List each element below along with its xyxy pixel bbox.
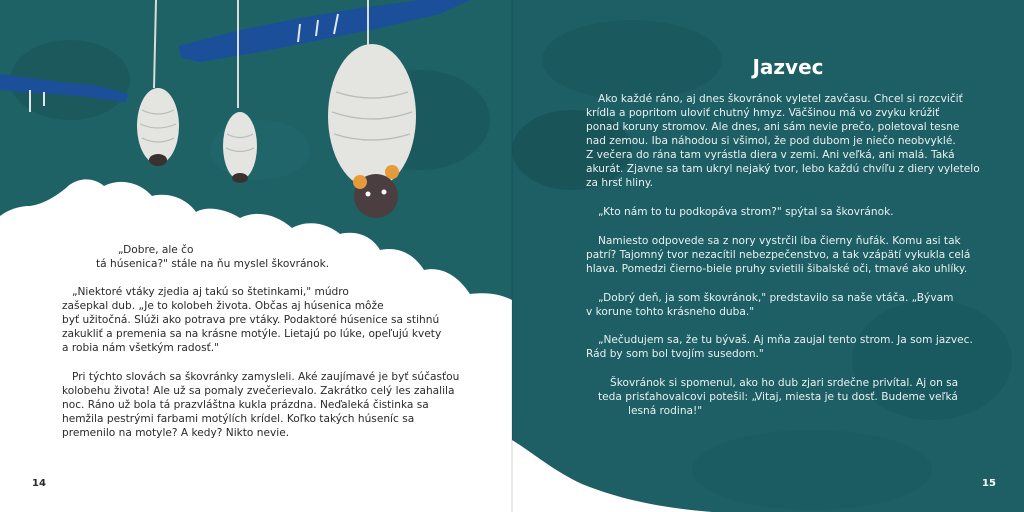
- right-paragraph-4-line-1: „Dobrý deň, ja som škovránok," predstavilo sa naše vtáča. „Bývam: [598, 292, 954, 304]
- left-paragraph-3-line-2: kolobehu života! Ale už sa pomaly zvečerievalo. Zakrátko celý les zahalila: [62, 385, 455, 397]
- right-paragraph-3-line-2: patrí? Tajomný tvor nezacítil nebezpečenstvo, a tak vzápätí vykukla celá: [586, 249, 971, 261]
- left-paragraph-2-line-4: zakukliť a premenia sa na krásne motýle. Lietajú po lúke, opeľujú kvety: [62, 328, 442, 340]
- left-paragraph-1-line-2: tá húsenica?" stále na ňu myslel škovránok.: [96, 258, 330, 270]
- left-paragraph-3-line-3: noc. Ráno už bola tá prazvláštna kukla prázdna. Neďaleká čistinka sa: [62, 399, 429, 411]
- large-cocoon: [328, 44, 416, 188]
- right-paragraph-1-line-3: ponad koruny stromov. Ale dnes, ani sám nevie prečo, poletoval tesne: [586, 121, 960, 133]
- chapter-title: Jazvec: [752, 55, 824, 79]
- left-paragraph-1-line-1: „Dobre, ale čo: [118, 244, 194, 256]
- right-paragraph-1-line-1: Ako každé ráno, aj dnes škovránok vyletel zavčasu. Chcel si rozcvičiť: [598, 93, 963, 105]
- right-paragraph-1-line-7: za hrsť hliny.: [586, 177, 653, 189]
- left-paragraph-2-line-5: a robia nám všetkým radosť.": [62, 342, 220, 354]
- right-paragraph-1-line-4: nad zemou. Iba náhodou si všimol, že pod dubom je niečo neobvyklé.: [586, 135, 956, 147]
- right-paragraph-1-line-6: akurát. Zjavne sa tam ukryl nejaký tvor, lebo každú chvíľu z diery vyletelo: [586, 163, 980, 175]
- right-paragraph-5-line-2: Rád by som bol tvojím susedom.": [586, 348, 764, 360]
- page-number-right: 15: [982, 478, 996, 489]
- left-paragraph-3-line-4: hemžila pestrými farbami motýlích krídel. Koľko takých húseníc sa: [62, 413, 415, 425]
- left-paragraph-2-line-2: zašepkal dub. „Je to kolobeh života. Občas aj húsenica môže: [62, 300, 384, 312]
- right-paragraph-4-line-2: v korune tohto krásneho duba.": [586, 306, 755, 318]
- page-number-left: 14: [32, 478, 46, 489]
- left-paragraph-2-line-3: byť užitočná. Slúži ako potrava pre vtáky. Podaktoré húsenice sa stihnú: [62, 314, 440, 326]
- right-page: [512, 0, 1024, 512]
- right-paragraph-3-line-3: hlava. Pomedzi čierno-biele pruhy svietili šibalské oči, tmavé ako uhlíky.: [586, 263, 968, 275]
- right-paragraph-6-line-3: lesná rodina!": [628, 405, 703, 417]
- right-paragraph-5-line-1: „Nečudujem sa, že tu bývaš. Aj mňa zaujal tento strom. Ja som jazvec.: [598, 334, 973, 346]
- right-paragraph-3-line-1: Namiesto odpovede sa z nory vystrčil iba čierny ňufák. Komu asi tak: [598, 235, 961, 247]
- right-paragraph-1-line-5: Z večera do rána tam vyrástla diera v zemi. Ani veľká, ani malá. Taká: [586, 149, 955, 161]
- white-ground-corner: [512, 440, 712, 512]
- cocoon-1: [137, 88, 179, 164]
- left-paragraph-2-line-1: „Niektoré vtáky zjedia aj takú so štetinkami," múdro: [72, 286, 349, 298]
- right-paragraph-6-line-2: teda prisťahovalcovi potešil: „Vitaj, miesta je tu dosť. Budeme veľká: [598, 391, 958, 403]
- right-paragraph-6-line-1: Škovránok si spomenul, ako ho dub zjari srdečne privítal. Aj on sa: [610, 377, 959, 389]
- left-paragraph-3-line-1: Pri týchto slovách sa škovránky zamysleli. Aké zaujímavé je byť súčasťou: [72, 371, 460, 383]
- cocoon-2: [223, 112, 257, 180]
- right-paragraph-2-line-1: „Kto nám to tu podkopáva strom?" spýtal sa škovránok.: [598, 206, 894, 218]
- book-gutter: [511, 0, 513, 512]
- left-paragraph-3-line-5: premenilo na motyle? A kedy? Nikto nevie.: [62, 427, 290, 439]
- right-paragraph-1-line-2: krídla a popritom uloviť chutný hmyz. Väčšinou má vo zvyku krúžiť: [586, 107, 940, 119]
